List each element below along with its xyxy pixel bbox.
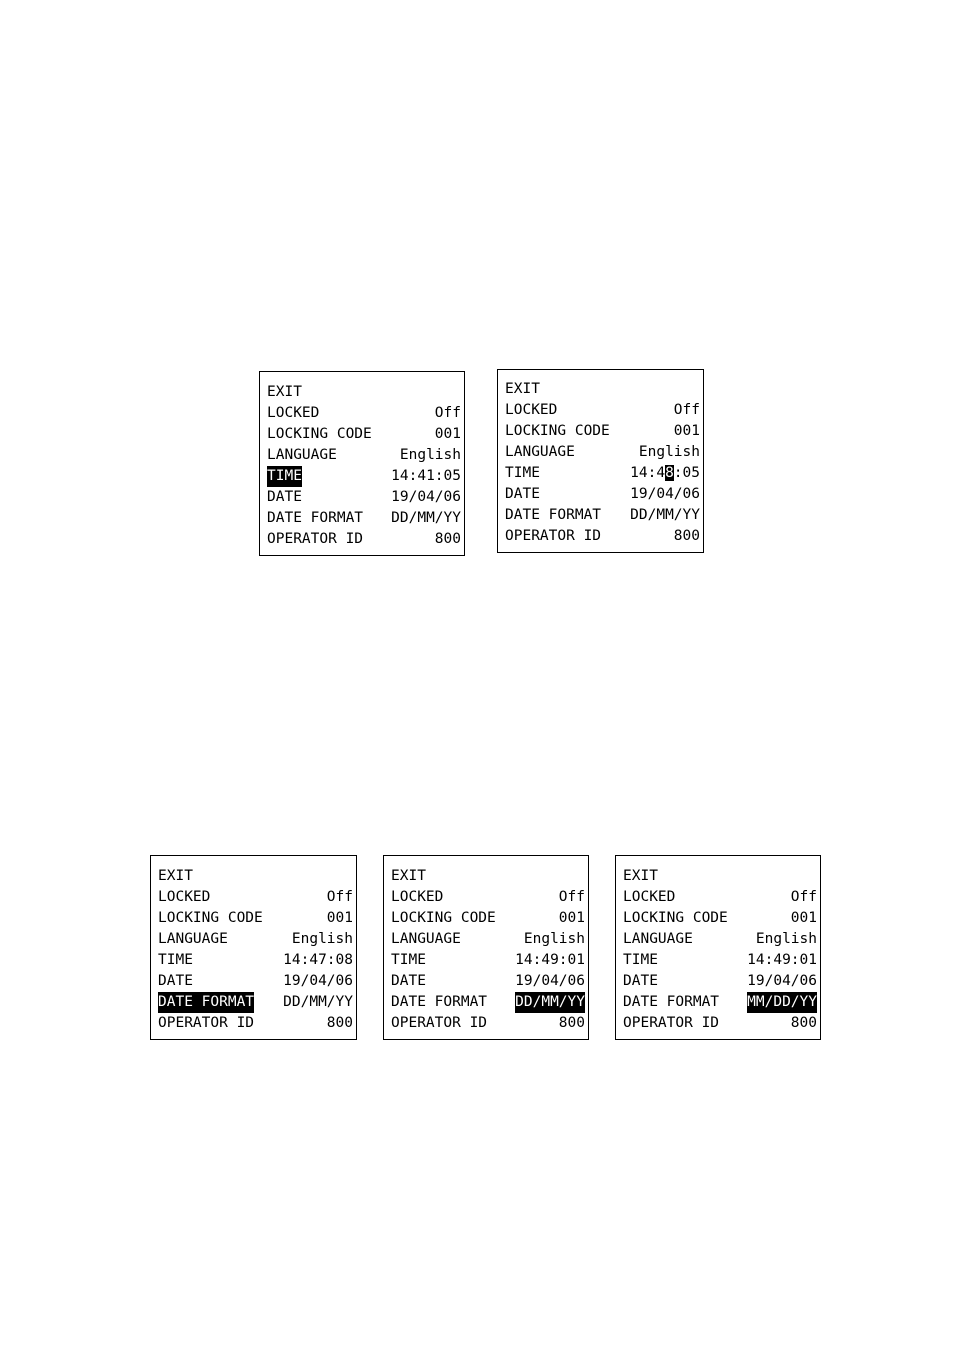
settings-screen-1 xyxy=(259,371,465,556)
menu-value: English xyxy=(523,931,585,947)
menu-value: 800 xyxy=(790,1015,817,1031)
menu-item-time[interactable] xyxy=(505,463,700,484)
menu-value: Off xyxy=(558,889,585,905)
menu-value: 14:49:01 xyxy=(747,952,817,968)
menu-label: EXIT xyxy=(391,868,426,884)
menu-item-locking-code[interactable] xyxy=(391,908,585,929)
menu-item-exit[interactable] xyxy=(267,382,461,403)
menu-item-language[interactable] xyxy=(505,442,700,463)
menu-label: DATE xyxy=(158,973,193,989)
menu-item-time[interactable] xyxy=(267,466,461,487)
menu-item-operator-id[interactable] xyxy=(623,1013,817,1034)
menu-item-operator-id[interactable] xyxy=(158,1013,353,1034)
time-value-prefix: 14:4 xyxy=(630,465,666,481)
menu-item-time[interactable] xyxy=(391,950,585,971)
menu-value: English xyxy=(638,444,700,460)
menu-label: TIME xyxy=(505,465,540,481)
menu-label: DATE FORMAT xyxy=(505,507,602,523)
menu-value: DD/MM/YY xyxy=(630,507,700,523)
menu-label: LOCKED xyxy=(158,889,211,905)
menu-value: Off xyxy=(326,889,353,905)
menu-value: 001 xyxy=(326,910,353,926)
menu-label: LOCKED xyxy=(267,405,320,421)
menu-value: 001 xyxy=(673,423,700,439)
menu-item-locked[interactable] xyxy=(623,887,817,908)
menu-label: DATE FORMAT xyxy=(391,994,488,1010)
menu-value: 14:49:01 xyxy=(515,952,585,968)
menu-item-date-format[interactable] xyxy=(505,505,700,526)
menu-item-date-format[interactable] xyxy=(267,508,461,529)
menu-value: DD/MM/YY xyxy=(283,994,353,1010)
menu-value: English xyxy=(399,447,461,463)
menu-item-language[interactable] xyxy=(267,445,461,466)
menu-value: Off xyxy=(434,405,461,421)
menu-item-locked[interactable] xyxy=(158,887,353,908)
menu-label: DATE xyxy=(505,486,540,502)
menu-item-exit[interactable] xyxy=(505,379,700,400)
menu-label: DATE xyxy=(623,973,658,989)
menu-value: 19/04/06 xyxy=(515,973,585,989)
menu-item-operator-id[interactable] xyxy=(505,526,700,547)
menu-label-selected: TIME xyxy=(267,466,302,487)
menu-item-date[interactable] xyxy=(391,971,585,992)
menu-label: OPERATOR ID xyxy=(267,531,364,547)
menu-item-exit[interactable] xyxy=(391,866,585,887)
menu-item-date[interactable] xyxy=(623,971,817,992)
menu-item-locking-code[interactable] xyxy=(267,424,461,445)
settings-screen-3 xyxy=(150,855,357,1040)
menu-item-language[interactable] xyxy=(391,929,585,950)
menu-value: Off xyxy=(790,889,817,905)
menu-item-operator-id[interactable] xyxy=(267,529,461,550)
menu-label: TIME xyxy=(391,952,426,968)
menu-value: 19/04/06 xyxy=(283,973,353,989)
menu-label: TIME xyxy=(623,952,658,968)
menu-value: 19/04/06 xyxy=(747,973,817,989)
edit-cursor-digit[interactable]: 8 xyxy=(665,465,674,481)
menu-value: English xyxy=(291,931,353,947)
menu-label: DATE FORMAT xyxy=(267,510,364,526)
menu-item-locking-code[interactable] xyxy=(158,908,353,929)
menu-item-locked[interactable] xyxy=(505,400,700,421)
menu-label: LOCKING CODE xyxy=(505,423,610,439)
menu-label: DATE xyxy=(391,973,426,989)
menu-label: DATE xyxy=(267,489,302,505)
menu-label: LOCKING CODE xyxy=(158,910,263,926)
menu-label: EXIT xyxy=(267,384,302,400)
menu-label: LOCKED xyxy=(505,402,558,418)
settings-screen-2 xyxy=(497,369,704,553)
menu-value: English xyxy=(755,931,817,947)
menu-item-date-format[interactable] xyxy=(391,992,585,1013)
settings-screen-5 xyxy=(615,855,821,1040)
menu-value: 14:47:08 xyxy=(283,952,353,968)
menu-label: LOCKING CODE xyxy=(267,426,372,442)
menu-label: LOCKING CODE xyxy=(623,910,728,926)
menu-item-date[interactable] xyxy=(505,484,700,505)
menu-item-date[interactable] xyxy=(158,971,353,992)
menu-label: EXIT xyxy=(158,868,193,884)
menu-value-selected[interactable]: DD/MM/YY xyxy=(515,992,585,1013)
menu-value: 800 xyxy=(558,1015,585,1031)
menu-item-exit[interactable] xyxy=(623,866,817,887)
menu-value: 19/04/06 xyxy=(391,489,461,505)
menu-item-language[interactable] xyxy=(623,929,817,950)
menu-value: Off xyxy=(673,402,700,418)
menu-value: 14:41:05 xyxy=(391,468,461,484)
menu-value: 001 xyxy=(558,910,585,926)
menu-label: LANGUAGE xyxy=(267,447,337,463)
menu-label: DATE FORMAT xyxy=(623,994,720,1010)
menu-item-date[interactable] xyxy=(267,487,461,508)
menu-item-exit[interactable] xyxy=(158,866,353,887)
menu-item-time[interactable] xyxy=(623,950,817,971)
menu-value: 800 xyxy=(673,528,700,544)
menu-label: LOCKING CODE xyxy=(391,910,496,926)
menu-item-time[interactable] xyxy=(158,950,353,971)
menu-value-selected[interactable]: MM/DD/YY xyxy=(747,992,817,1013)
menu-item-locking-code[interactable] xyxy=(623,908,817,929)
menu-value: 800 xyxy=(434,531,461,547)
menu-label: EXIT xyxy=(505,381,540,397)
menu-label: LANGUAGE xyxy=(158,931,228,947)
menu-item-language[interactable] xyxy=(158,929,353,950)
settings-screen-4 xyxy=(383,855,589,1040)
menu-value: DD/MM/YY xyxy=(391,510,461,526)
time-value-suffix: :05 xyxy=(673,465,700,481)
menu-value: 001 xyxy=(434,426,461,442)
menu-label: OPERATOR ID xyxy=(391,1015,488,1031)
menu-item-operator-id[interactable] xyxy=(391,1013,585,1034)
menu-item-date-format[interactable] xyxy=(623,992,817,1013)
menu-item-locked[interactable] xyxy=(267,403,461,424)
menu-label: OPERATOR ID xyxy=(623,1015,720,1031)
menu-item-date-format[interactable] xyxy=(158,992,353,1013)
menu-label: LANGUAGE xyxy=(391,931,461,947)
menu-value: 001 xyxy=(790,910,817,926)
menu-label: OPERATOR ID xyxy=(505,528,602,544)
menu-value: 800 xyxy=(326,1015,353,1031)
menu-label: LANGUAGE xyxy=(505,444,575,460)
time-value-editing[interactable] xyxy=(630,463,700,484)
menu-value: 19/04/06 xyxy=(630,486,700,502)
menu-label: LOCKED xyxy=(391,889,444,905)
menu-label-selected: DATE FORMAT xyxy=(158,992,254,1013)
menu-label: LOCKED xyxy=(623,889,676,905)
menu-item-locking-code[interactable] xyxy=(505,421,700,442)
menu-label: EXIT xyxy=(623,868,658,884)
menu-label: OPERATOR ID xyxy=(158,1015,255,1031)
menu-item-locked[interactable] xyxy=(391,887,585,908)
menu-label: LANGUAGE xyxy=(623,931,693,947)
menu-label: TIME xyxy=(158,952,193,968)
